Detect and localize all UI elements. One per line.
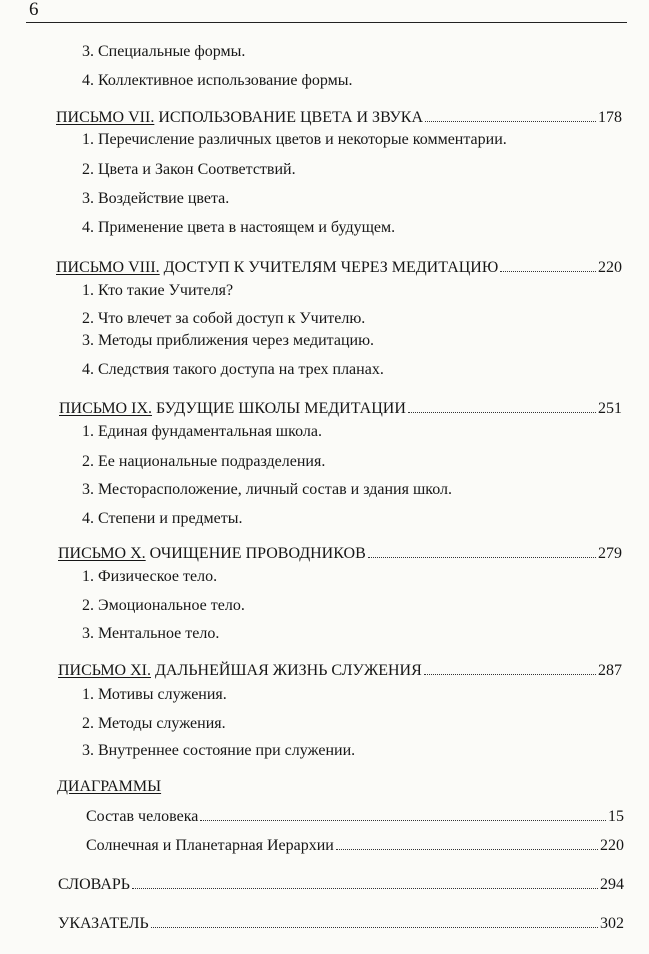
toc-line: 2. Ее национальные подразделения. [82, 453, 326, 470]
toc-entry-diagram-2[interactable] [86, 835, 624, 856]
glossary-title: СЛОВАРЬ [58, 876, 130, 893]
dot-leader [336, 835, 598, 850]
letter-title: ИСПОЛЬЗОВАНИЕ ЦВЕТА И ЗВУКА [154, 109, 423, 126]
toc-line: 1. Единая фундаментальная школа. [82, 423, 322, 440]
toc-line: 4. Коллективное использование формы. [82, 72, 353, 89]
letter-number: ПИСЬМО VIII. [56, 259, 160, 276]
toc-line: 1. Мотивы служения. [82, 686, 227, 703]
toc-entry-index[interactable] [58, 913, 624, 934]
letter-number: ПИСЬМО XI. [58, 662, 151, 679]
toc-line: 3. Внутреннее состояние при служении. [82, 742, 356, 759]
letter-number: ПИСЬМО X. [58, 545, 146, 562]
page-ref: 279 [598, 545, 622, 562]
toc-line: 3. Воздействие цвета. [82, 190, 230, 207]
letter-number: ПИСЬМО VII. [56, 109, 155, 126]
page-ref: 15 [608, 808, 624, 825]
page-ref: 251 [598, 400, 622, 417]
letter-title: ДОСТУП К УЧИТЕЛЯМ ЧЕРЕЗ МЕДИТАЦИЮ [159, 259, 499, 276]
toc-entry-glossary[interactable] [58, 874, 624, 895]
toc-line: 2. Эмоциональное тело. [82, 597, 245, 614]
letter-number: ПИСЬМО IX. [59, 400, 152, 417]
toc-line: 1. Кто такие Учителя? [82, 282, 234, 299]
page-ref: 294 [600, 876, 624, 893]
toc-entry-letter-8[interactable] [56, 257, 622, 278]
index-title: УКАЗАТЕЛЬ [58, 915, 149, 932]
dot-leader [408, 398, 596, 413]
page-ref: 220 [598, 259, 622, 276]
dot-leader [368, 543, 596, 558]
toc-line: 2. Цвета и Закон Соответствий. [82, 161, 296, 178]
dot-leader [425, 107, 596, 122]
toc-entry-letter-7[interactable] [56, 107, 622, 128]
top-rule [26, 22, 627, 23]
page-number: 6 [29, 0, 39, 20]
page-ref: 178 [598, 109, 622, 126]
page-ref: 302 [600, 915, 624, 932]
toc-line: 3. Ментальное тело. [82, 625, 220, 642]
toc-line: 3. Месторасположение, личный состав и здания школ. [82, 481, 452, 498]
toc-line: 4. Применение цвета в настоящем и будущем. [82, 219, 396, 236]
dot-leader [151, 913, 598, 928]
toc-line: 1. Физическое тело. [82, 568, 218, 585]
toc-line: 4. Следствия такого доступа на трех планах. [82, 361, 384, 378]
letter-title: ДАЛЬНЕЙШАЯ ЖИЗНЬ СЛУЖЕНИЯ [151, 662, 422, 679]
toc-line: 1. Перечисление различных цветов и некоторые комментарии. [82, 131, 507, 148]
toc-entry-letter-11[interactable] [58, 660, 622, 681]
dot-leader [500, 257, 596, 272]
toc-line: 2. Что влечет за собой доступ к Учителю. [82, 310, 366, 327]
dot-leader [424, 660, 596, 675]
diagrams-heading: ДИАГРАММЫ [57, 778, 162, 795]
toc-line: 3. Специальные формы. [82, 43, 246, 60]
toc-entry-letter-9[interactable] [59, 398, 622, 419]
page-ref: 220 [600, 837, 624, 854]
dot-leader [200, 806, 606, 821]
letter-title: БУДУЩИЕ ШКОЛЫ МЕДИТАЦИИ [152, 400, 406, 417]
toc-line: 3. Методы приближения через медитацию. [82, 332, 375, 349]
letter-title: ОЧИЩЕНИЕ ПРОВОДНИКОВ [145, 545, 366, 562]
diagram-title: Состав человека [86, 808, 199, 825]
toc-entry-letter-10[interactable] [58, 543, 622, 564]
dot-leader [132, 874, 598, 889]
toc-line: 4. Степени и предметы. [82, 510, 243, 527]
diagram-title: Солнечная и Планетарная Иерархии [86, 837, 334, 854]
page-ref: 287 [598, 662, 622, 679]
toc-line: 2. Методы служения. [82, 715, 226, 732]
toc-entry-diagram-1[interactable] [86, 806, 624, 827]
